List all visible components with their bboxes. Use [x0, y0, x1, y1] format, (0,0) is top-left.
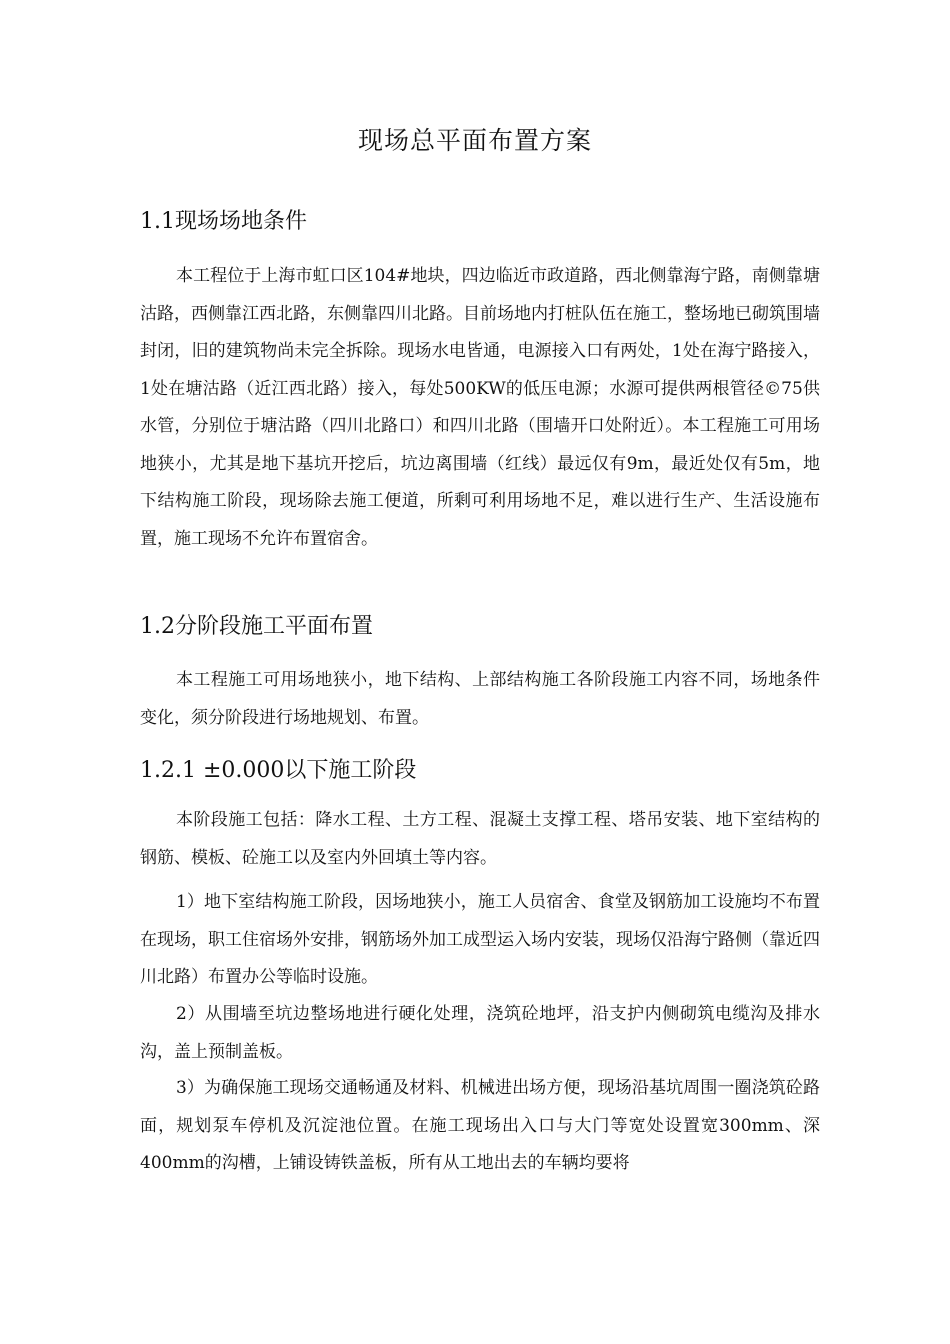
paragraph-site-conditions: 本工程位于上海市虹口区104#地块，四边临近市政道路，西北侧靠海宁路，南侧靠塘沽路，西侧靠江西北路，东侧靠四川北路。目前场地内打桩队伍在施工，整场地已砌筑围墙封闭，旧的建筑物尚未完全拆除。现场水电皆通，电源接入口有两处，1处在海宁路接入，1处在塘沽路（近江西北路）接入，每处500KW的低压电源；水源可提供两根管径©75供水管，分别位于塘沽路（四川北路口）和四川北路（围墙开口处附近）。本工程施工可用场地狭小，尤其是地下基坑开挖后，坑边离围墙（红线）最远仅有9m，最近处仅有5m，地下结构施工阶段，现场除去施工便道，所剩可利用场地不足，难以进行生产、生活设施布置，施工现场不允许布置宿舍。 — [140, 266, 820, 549]
paragraph-phased-layout: 本工程施工可用场地狭小，地下结构、上部结构施工各阶段施工内容不同，场地条件变化，须分阶段进行场地规划、布置。 — [140, 670, 820, 728]
document-title: 现场总平面布置方案 — [357, 126, 592, 155]
section-heading-1-2-1: 1.2.1 ±0.000以下施工阶段 — [140, 758, 417, 783]
paragraph-item-1: 1）地下室结构施工阶段，因场地狭小，施工人员宿舍、食堂及钢筋加工设施均不布置在现场，职工住宿场外安排，钢筋场外加工成型运入场内安装，现场仅沿海宁路侧（靠近四川北路）布置办公等临时设施。 — [140, 892, 820, 987]
paragraph-item-3: 3）为确保施工现场交通畅通及材料、机械进出场方便，现场沿基坑周围一圈浇筑砼路面，规划泵车停机及沉淀池位置。在施工现场出入口与大门等宽处设置宽300mm、深400mm的沟槽，上铺设铸铁盖板，所有从工地出去的车辆均要将 — [140, 1078, 820, 1173]
section-heading-1-1: 1.1现场场地条件 — [140, 209, 307, 234]
paragraph-stage-scope: 本阶段施工包括：降水工程、土方工程、混凝土支撑工程、塔吊安装、地下室结构的钢筋、模板、砼施工以及室内外回填土等内容。 — [140, 810, 820, 868]
section-heading-1-2: 1.2分阶段施工平面布置 — [140, 614, 373, 639]
paragraph-item-2: 2）从围墙至坑边整场地进行硬化处理，浇筑砼地坪，沿支护内侧砌筑电缆沟及排水沟，盖上预制盖板。 — [140, 1004, 820, 1062]
